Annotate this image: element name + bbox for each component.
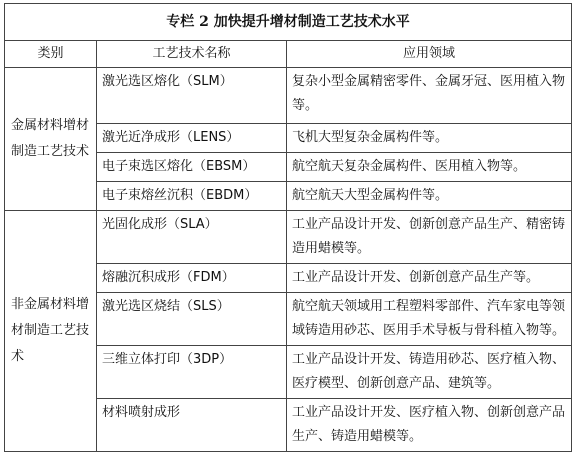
header-application: 应用领域 xyxy=(287,41,572,68)
process-name: 三维立体打印（3DP） xyxy=(97,346,287,399)
header-process: 工艺技术名称 xyxy=(97,41,287,68)
application-text: 飞机大型复杂金属构件等。 xyxy=(287,124,572,153)
process-name: 激光选区熔化（SLM） xyxy=(97,68,287,124)
application-text: 工业产品设计开发、医疗植入物、创新创意产品生产、铸造用蜡模等。 xyxy=(287,399,572,452)
header-category: 类别 xyxy=(5,41,97,68)
category-metal: 金属材料增材制造工艺技术 xyxy=(5,68,97,211)
application-text: 航空航天领域用工程塑料零部件、汽车家电等领域铸造用砂芯、医用手术导板与骨科植入物等。 xyxy=(287,293,572,346)
table-row xyxy=(5,211,572,264)
category-nonmetal: 非金属材料增材制造工艺技术 xyxy=(5,211,97,452)
process-name: 电子束熔丝沉积（EBDM） xyxy=(97,182,287,211)
application-text: 航空航天复杂金属构件、医用植入物等。 xyxy=(287,153,572,182)
process-name: 熔融沉积成形（FDM） xyxy=(97,264,287,293)
process-name: 激光选区烧结（SLS） xyxy=(97,293,287,346)
application-text: 工业产品设计开发、铸造用砂芯、医疗植入物、医疗模型、创新创意产品、建筑等。 xyxy=(287,346,572,399)
application-text: 复杂小型金属精密零件、金属牙冠、医用植入物等。 xyxy=(287,68,572,124)
application-text: 工业产品设计开发、创新创意产品生产等。 xyxy=(287,264,572,293)
process-name: 光固化成形（SLA） xyxy=(97,211,287,264)
title-row xyxy=(5,4,572,41)
application-text: 航空航天大型金属构件等。 xyxy=(287,182,572,211)
header-row xyxy=(5,41,572,68)
application-text: 工业产品设计开发、创新创意产品生产、精密铸造用蜡模等。 xyxy=(287,211,572,264)
process-table xyxy=(4,3,572,452)
process-name: 电子束选区熔化（EBSM） xyxy=(97,153,287,182)
process-name: 材料喷射成形 xyxy=(97,399,287,452)
table-title: 专栏 2 加快提升增材制造工艺技术水平 xyxy=(5,4,572,41)
table-row xyxy=(5,68,572,124)
process-name: 激光近净成形（LENS） xyxy=(97,124,287,153)
